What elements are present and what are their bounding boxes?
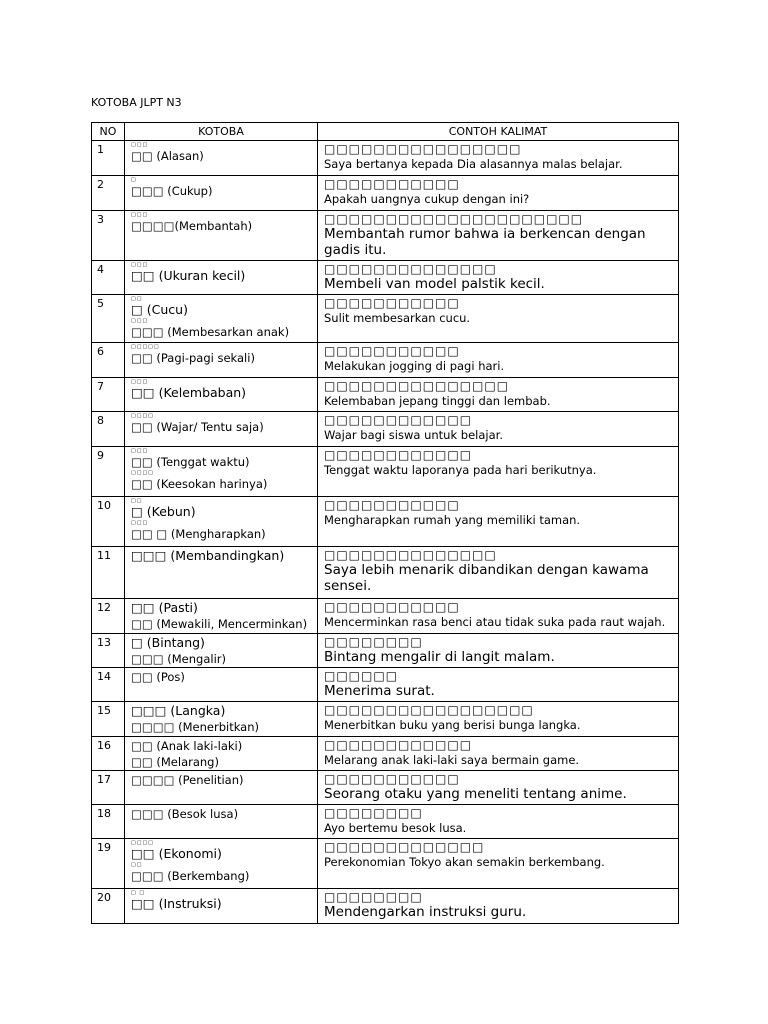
japanese-sentence: □□□□□□□□ bbox=[324, 635, 423, 649]
kotoba-word: □□ (Tenggat waktu) bbox=[131, 455, 250, 469]
indonesian-translation: Kelembaban jepang tinggi dan lembab. bbox=[324, 394, 551, 408]
row-number: 13 bbox=[92, 634, 125, 668]
indonesian-translation: Saya lebih menarik dibandikan dengan kawama sensei. bbox=[324, 562, 649, 594]
row-number: 16 bbox=[92, 737, 125, 771]
kotoba-word: □□ (Melarang) bbox=[131, 755, 219, 769]
row-number: 7 bbox=[92, 378, 125, 412]
table-row bbox=[92, 295, 679, 343]
row-number: 11 bbox=[92, 547, 125, 599]
table-row bbox=[92, 211, 679, 261]
table-row bbox=[92, 447, 679, 497]
indonesian-translation: Mendengarkan instruksi guru. bbox=[324, 904, 527, 920]
table-row bbox=[92, 378, 679, 412]
japanese-sentence: □□□□□□□□□□□ bbox=[324, 498, 460, 512]
header-contoh-kalimat: CONTOH KALIMAT bbox=[318, 123, 679, 141]
japanese-sentence: □□□□□□□□□□□□□ bbox=[324, 840, 485, 854]
example-sentence-cell bbox=[318, 176, 679, 211]
table-row bbox=[92, 497, 679, 547]
furigana: □□□□□ bbox=[131, 344, 160, 350]
kotoba-word: □□□ (Membandingkan) bbox=[131, 548, 285, 563]
table-row bbox=[92, 771, 679, 805]
kotoba-word: □ (Kebun) bbox=[131, 504, 196, 519]
japanese-sentence: □□□□□□□□□□□□□□□□□□□□□ bbox=[324, 212, 584, 226]
example-sentence-cell bbox=[318, 295, 679, 343]
kotoba-word: □□ (Mewakili, Mencerminkan) bbox=[131, 617, 308, 631]
furigana: □□□ bbox=[131, 520, 149, 526]
example-sentence-cell bbox=[318, 447, 679, 497]
table-row bbox=[92, 412, 679, 447]
example-sentence-cell bbox=[318, 839, 679, 889]
kotoba-cell bbox=[125, 412, 318, 447]
kotoba-cell bbox=[125, 261, 318, 295]
indonesian-translation: Menerima surat. bbox=[324, 683, 435, 699]
japanese-sentence: □□□□□□ bbox=[324, 669, 399, 683]
table-row bbox=[92, 343, 679, 378]
kotoba-cell bbox=[125, 771, 318, 805]
japanese-sentence: □□□□□□□□□□□□□□□□ bbox=[324, 142, 522, 156]
kotoba-word: □□ (Kelembaban) bbox=[131, 385, 247, 400]
kotoba-word: □□ □ (Mengharapkan) bbox=[131, 527, 266, 541]
example-sentence-cell bbox=[318, 805, 679, 839]
kotoba-cell bbox=[125, 737, 318, 771]
furigana: □□□□ bbox=[131, 840, 154, 846]
document-title: KOTOBA JLPT N3 bbox=[91, 96, 182, 109]
kotoba-word: □□□ (Berkembang) bbox=[131, 869, 250, 883]
table-row bbox=[92, 737, 679, 771]
kotoba-cell bbox=[125, 547, 318, 599]
furigana: □ bbox=[131, 177, 137, 183]
kotoba-word: □□□ (Langka) bbox=[131, 703, 226, 718]
kotoba-cell bbox=[125, 668, 318, 702]
furigana: □ □ bbox=[131, 890, 146, 896]
kotoba-word: □ (Bintang) bbox=[131, 635, 205, 650]
japanese-sentence: □□□□□□□□□□□□□□ bbox=[324, 262, 497, 276]
table-row bbox=[92, 839, 679, 889]
kotoba-word: □□□□ (Menerbitkan) bbox=[131, 720, 259, 734]
japanese-sentence: □□□□□□□□□□□ bbox=[324, 177, 460, 191]
row-number: 2 bbox=[92, 176, 125, 211]
row-number: 4 bbox=[92, 261, 125, 295]
kotoba-word: □□ (Keesokan harinya) bbox=[131, 477, 268, 491]
furigana: □□□ bbox=[131, 448, 149, 454]
table-row bbox=[92, 634, 679, 668]
kotoba-cell bbox=[125, 839, 318, 889]
furigana: □□□ bbox=[131, 318, 149, 324]
header-kotoba: KOTOBA bbox=[125, 123, 318, 141]
table-row bbox=[92, 599, 679, 634]
row-number: 5 bbox=[92, 295, 125, 343]
kotoba-cell bbox=[125, 702, 318, 737]
kotoba-word: □□ (Alasan) bbox=[131, 149, 204, 163]
japanese-sentence: □□□□□□□□□□□ bbox=[324, 772, 460, 786]
kotoba-word: □□ (Pagi-pagi sekali) bbox=[131, 351, 255, 365]
kotoba-cell bbox=[125, 447, 318, 497]
japanese-sentence: □□□□□□□□□□□ bbox=[324, 344, 460, 358]
example-sentence-cell bbox=[318, 261, 679, 295]
table-row bbox=[92, 176, 679, 211]
japanese-sentence: □□□□□□□□□□□□ bbox=[324, 738, 473, 752]
japanese-sentence: □□□□□□□□□□□□ bbox=[324, 448, 473, 462]
example-sentence-cell bbox=[318, 412, 679, 447]
row-number: 12 bbox=[92, 599, 125, 634]
kotoba-word: □□ (Pos) bbox=[131, 670, 185, 684]
furigana: □□ bbox=[131, 862, 143, 868]
table-row bbox=[92, 141, 679, 176]
table-row bbox=[92, 889, 679, 924]
row-number: 19 bbox=[92, 839, 125, 889]
kotoba-cell bbox=[125, 176, 318, 211]
kotoba-word: □□ (Wajar/ Tentu saja) bbox=[131, 420, 264, 434]
row-number: 3 bbox=[92, 211, 125, 261]
indonesian-translation: Saya bertanya kepada Dia alasannya malas belajar. bbox=[324, 157, 623, 171]
japanese-sentence: □□□□□□□□□□□ bbox=[324, 600, 460, 614]
kotoba-word: □□ (Anak laki-laki) bbox=[131, 739, 243, 753]
kotoba-word: □□□ (Membesarkan anak) bbox=[131, 325, 290, 339]
kotoba-word: □□ (Instruksi) bbox=[131, 896, 222, 911]
kotoba-word: □□□ (Mengalir) bbox=[131, 652, 226, 666]
indonesian-translation: Perekonomian Tokyo akan semakin berkembang. bbox=[324, 855, 605, 869]
furigana: □□ bbox=[131, 296, 143, 302]
kotoba-word: □□ (Pasti) bbox=[131, 600, 198, 615]
kotoba-cell bbox=[125, 343, 318, 378]
row-number: 1 bbox=[92, 141, 125, 176]
furigana: □□ bbox=[131, 498, 143, 504]
furigana: □□□□ bbox=[131, 470, 154, 476]
example-sentence-cell bbox=[318, 668, 679, 702]
kotoba-cell bbox=[125, 634, 318, 668]
table-row bbox=[92, 702, 679, 737]
kotoba-cell bbox=[125, 889, 318, 924]
example-sentence-cell bbox=[318, 547, 679, 599]
example-sentence-cell bbox=[318, 599, 679, 634]
example-sentence-cell bbox=[318, 634, 679, 668]
kotoba-word: □□□ (Besok lusa) bbox=[131, 807, 239, 821]
example-sentence-cell bbox=[318, 211, 679, 261]
kotoba-cell bbox=[125, 141, 318, 176]
table-row bbox=[92, 805, 679, 839]
example-sentence-cell bbox=[318, 771, 679, 805]
japanese-sentence: □□□□□□□□□□□□□□ bbox=[324, 548, 497, 562]
kotoba-word: □□□ (Cukup) bbox=[131, 184, 213, 198]
example-sentence-cell bbox=[318, 702, 679, 737]
furigana: □□□ bbox=[131, 142, 149, 148]
table-row bbox=[92, 261, 679, 295]
indonesian-translation: Seorang otaku yang meneliti tentang anime. bbox=[324, 786, 627, 802]
kotoba-cell bbox=[125, 805, 318, 839]
japanese-sentence: □□□□□□□□ bbox=[324, 806, 423, 820]
kotoba-word: □□□□(Membantah) bbox=[131, 219, 253, 233]
indonesian-translation: Mengharapkan rumah yang memiliki taman. bbox=[324, 513, 581, 527]
indonesian-translation: Membantah rumor bahwa ia berkencan dengan gadis itu. bbox=[324, 226, 646, 258]
example-sentence-cell bbox=[318, 889, 679, 924]
indonesian-translation: Melarang anak laki-laki saya bermain game. bbox=[324, 753, 580, 767]
row-number: 9 bbox=[92, 447, 125, 497]
kotoba-word: □□□□ (Penelitian) bbox=[131, 773, 244, 787]
row-number: 10 bbox=[92, 497, 125, 547]
kotoba-cell bbox=[125, 599, 318, 634]
row-number: 18 bbox=[92, 805, 125, 839]
kotoba-cell bbox=[125, 295, 318, 343]
row-number: 8 bbox=[92, 412, 125, 447]
kotoba-word: □□ (Ekonomi) bbox=[131, 846, 222, 861]
vocabulary-table bbox=[91, 122, 679, 924]
indonesian-translation: Apakah uangnya cukup dengan ini? bbox=[324, 192, 530, 206]
example-sentence-cell bbox=[318, 737, 679, 771]
example-sentence-cell bbox=[318, 378, 679, 412]
table-header-row bbox=[92, 123, 679, 141]
furigana: □□□ bbox=[131, 379, 149, 385]
kotoba-cell bbox=[125, 497, 318, 547]
indonesian-translation: Membeli van model palstik kecil. bbox=[324, 276, 545, 292]
kotoba-word: □□ (Ukuran kecil) bbox=[131, 268, 246, 283]
indonesian-translation: Melakukan jogging di pagi hari. bbox=[324, 359, 505, 373]
indonesian-translation: Wajar bagi siswa untuk belajar. bbox=[324, 428, 503, 442]
furigana: □□□ bbox=[131, 212, 149, 218]
japanese-sentence: □□□□□□□□ bbox=[324, 890, 423, 904]
japanese-sentence: □□□□□□□□□□□□□□□ bbox=[324, 379, 510, 393]
example-sentence-cell bbox=[318, 343, 679, 378]
indonesian-translation: Tenggat waktu laporanya pada hari berikutnya. bbox=[324, 463, 597, 477]
header-no: NO bbox=[92, 123, 125, 141]
example-sentence-cell bbox=[318, 497, 679, 547]
row-number: 15 bbox=[92, 702, 125, 737]
row-number: 6 bbox=[92, 343, 125, 378]
row-number: 14 bbox=[92, 668, 125, 702]
example-sentence-cell bbox=[318, 141, 679, 176]
kotoba-cell bbox=[125, 211, 318, 261]
japanese-sentence: □□□□□□□□□□□□□□□□□ bbox=[324, 703, 534, 717]
indonesian-translation: Menerbitkan buku yang berisi bunga langka. bbox=[324, 718, 581, 732]
indonesian-translation: Ayo bertemu besok lusa. bbox=[324, 821, 467, 835]
japanese-sentence: □□□□□□□□□□□□ bbox=[324, 413, 473, 427]
indonesian-translation: Mencerminkan rasa benci atau tidak suka pada raut wajah. bbox=[324, 615, 666, 629]
row-number: 20 bbox=[92, 889, 125, 924]
row-number: 17 bbox=[92, 771, 125, 805]
indonesian-translation: Bintang mengalir di langit malam. bbox=[324, 649, 555, 665]
kotoba-word: □ (Cucu) bbox=[131, 302, 188, 317]
furigana: □□□ bbox=[131, 262, 149, 268]
furigana: □□□□ bbox=[131, 413, 154, 419]
japanese-sentence: □□□□□□□□□□□ bbox=[324, 296, 460, 310]
kotoba-cell bbox=[125, 378, 318, 412]
table-row bbox=[92, 668, 679, 702]
table-row bbox=[92, 547, 679, 599]
indonesian-translation: Sulit membesarkan cucu. bbox=[324, 311, 471, 325]
